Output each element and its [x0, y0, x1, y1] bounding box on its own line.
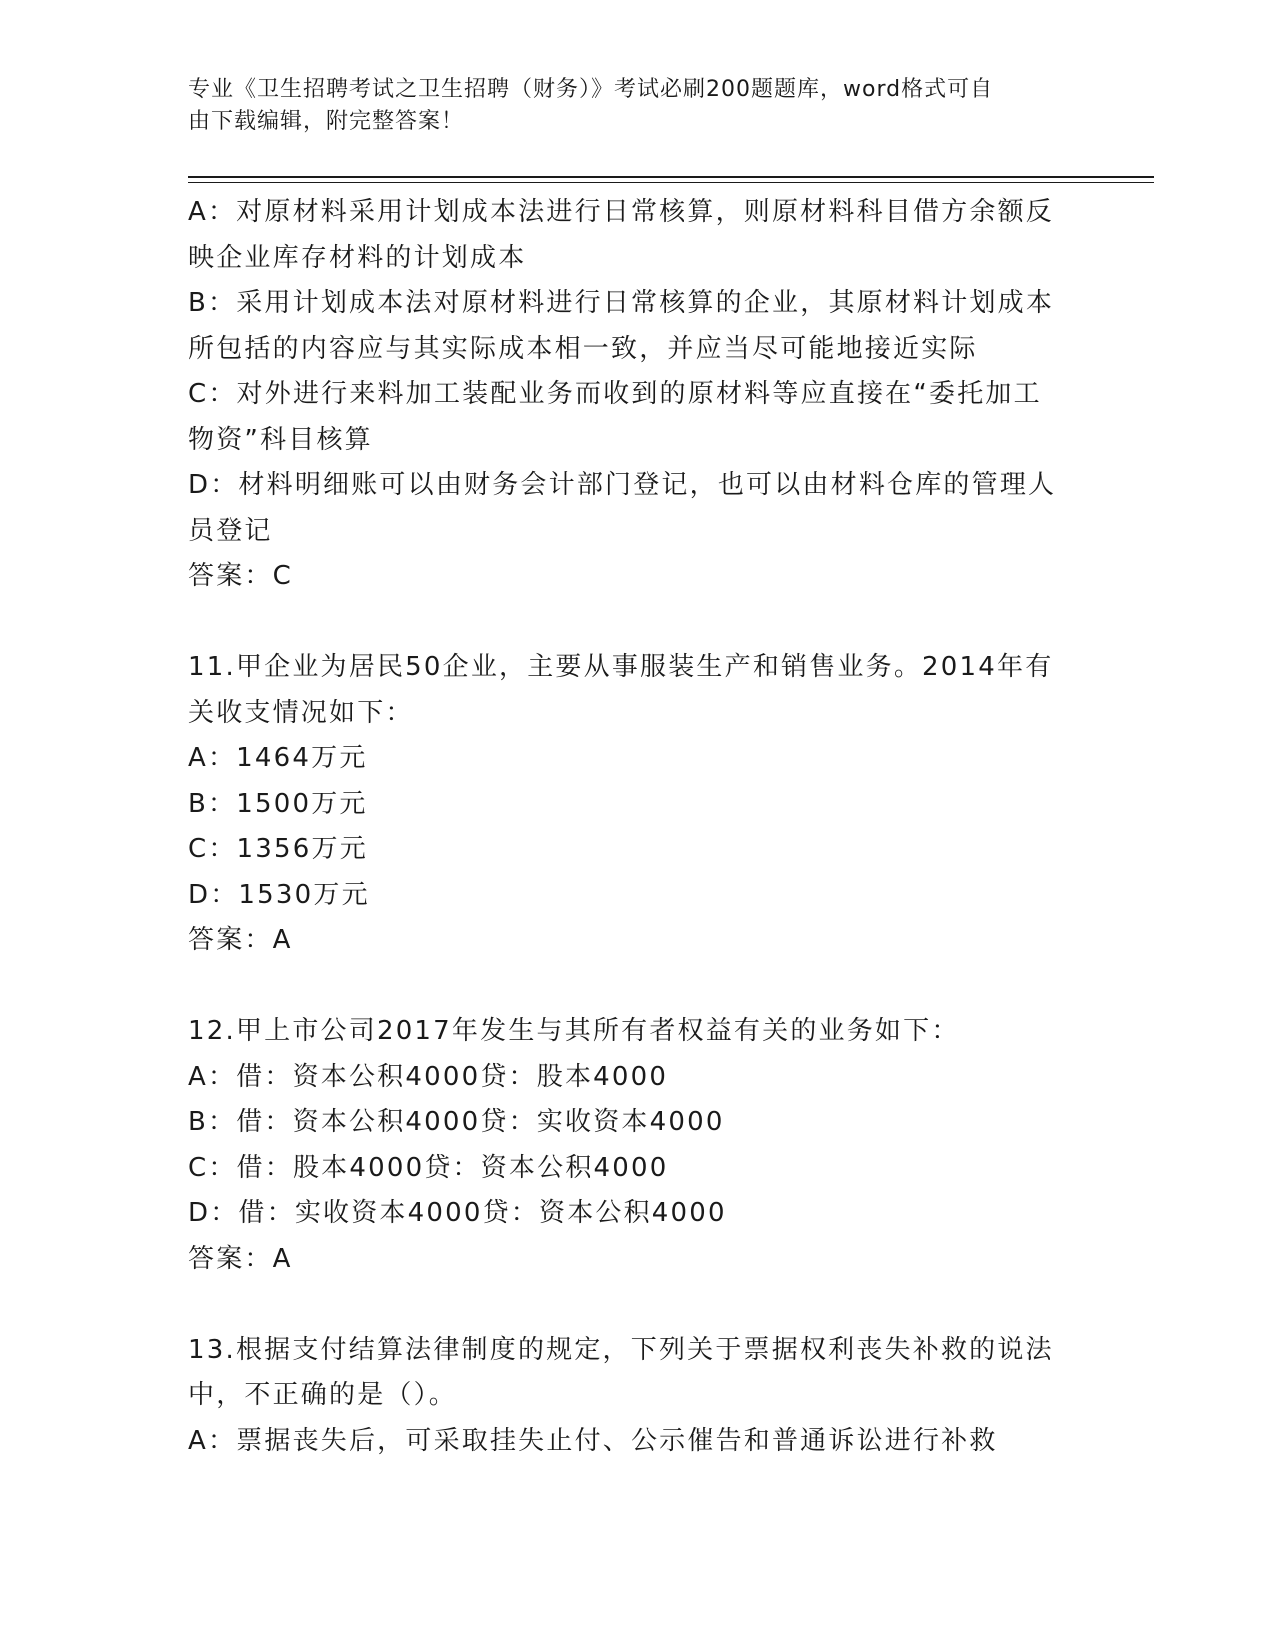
header-line-2: 由下载编辑，附完整答案！	[188, 109, 465, 134]
option-a-line-1: A：对原材料采用计划成本法进行日常核算，则原材料科目借方余额反	[188, 197, 1054, 227]
option-b-line-2: 所包括的内容应与其实际成本相一致，并应当尽可能地接近实际	[188, 333, 978, 364]
option-a-line-2: 映企业库存材料的计划成本	[188, 242, 527, 273]
option-a: A：1464万元	[188, 743, 368, 773]
option-c: C：1356万元	[188, 834, 368, 864]
option-d: D：借：实收资本4000贷：资本公积4000	[188, 1198, 727, 1228]
option-d-line-1: D：材料明细账可以由财务会计部门登记，也可以由材料仓库的管理人	[188, 470, 1057, 500]
option-b-line-1: B：采用计划成本法对原材料进行日常核算的企业，其原材料计划成本	[188, 288, 1055, 318]
header-rule-thick	[188, 176, 1154, 178]
question-stem-line-1: 13.根据支付结算法律制度的规定，下列关于票据权利丧失补救的说法	[188, 1334, 1054, 1365]
question-body	[188, 190, 1088, 1464]
option-b: B：1500万元	[188, 788, 368, 819]
question-13	[188, 1328, 1088, 1465]
header-line-1: 专业《卫生招聘考试之卫生招聘（财务）》考试必刷200题题库，word格式可自	[188, 77, 994, 102]
question-stem-line-2: 关收支情况如下：	[188, 697, 414, 728]
question-12	[188, 1009, 1088, 1282]
option-c-line-1: C：对外进行来料加工装配业务而收到的原材料等应直接在“委托加工	[188, 379, 1042, 409]
option-a: A：借：资本公积4000贷：股本4000	[188, 1061, 669, 1092]
option-a: A：票据丧失后，可采取挂失止付、公示催告和普通诉讼进行补救	[188, 1425, 998, 1456]
spacer	[188, 600, 1088, 646]
answer: 答案：C	[188, 561, 293, 591]
header-rule-thin	[188, 182, 1154, 183]
document-header	[188, 74, 1068, 138]
option-c-line-2: 物资”科目核算	[188, 424, 373, 455]
question-10	[188, 190, 1088, 600]
question-stem: 12.甲上市公司2017年发生与其所有者权益有关的业务如下：	[188, 1016, 960, 1046]
option-d: D：1530万元	[188, 879, 370, 910]
spacer	[188, 1282, 1088, 1328]
option-c: C：借：股本4000贷：资本公积4000	[188, 1152, 669, 1183]
question-stem-line-1: 11.甲企业为居民50企业，主要从事服装生产和销售业务。2014年有	[188, 652, 1054, 682]
question-11	[188, 645, 1088, 964]
answer: 答案：A	[188, 925, 293, 955]
spacer	[188, 964, 1088, 1010]
option-d-line-2: 员登记	[188, 515, 273, 546]
question-stem-line-2: 中，不正确的是（）。	[188, 1380, 458, 1410]
answer: 答案：A	[188, 1243, 293, 1274]
option-b: B：借：资本公积4000贷：实收资本4000	[188, 1107, 725, 1137]
